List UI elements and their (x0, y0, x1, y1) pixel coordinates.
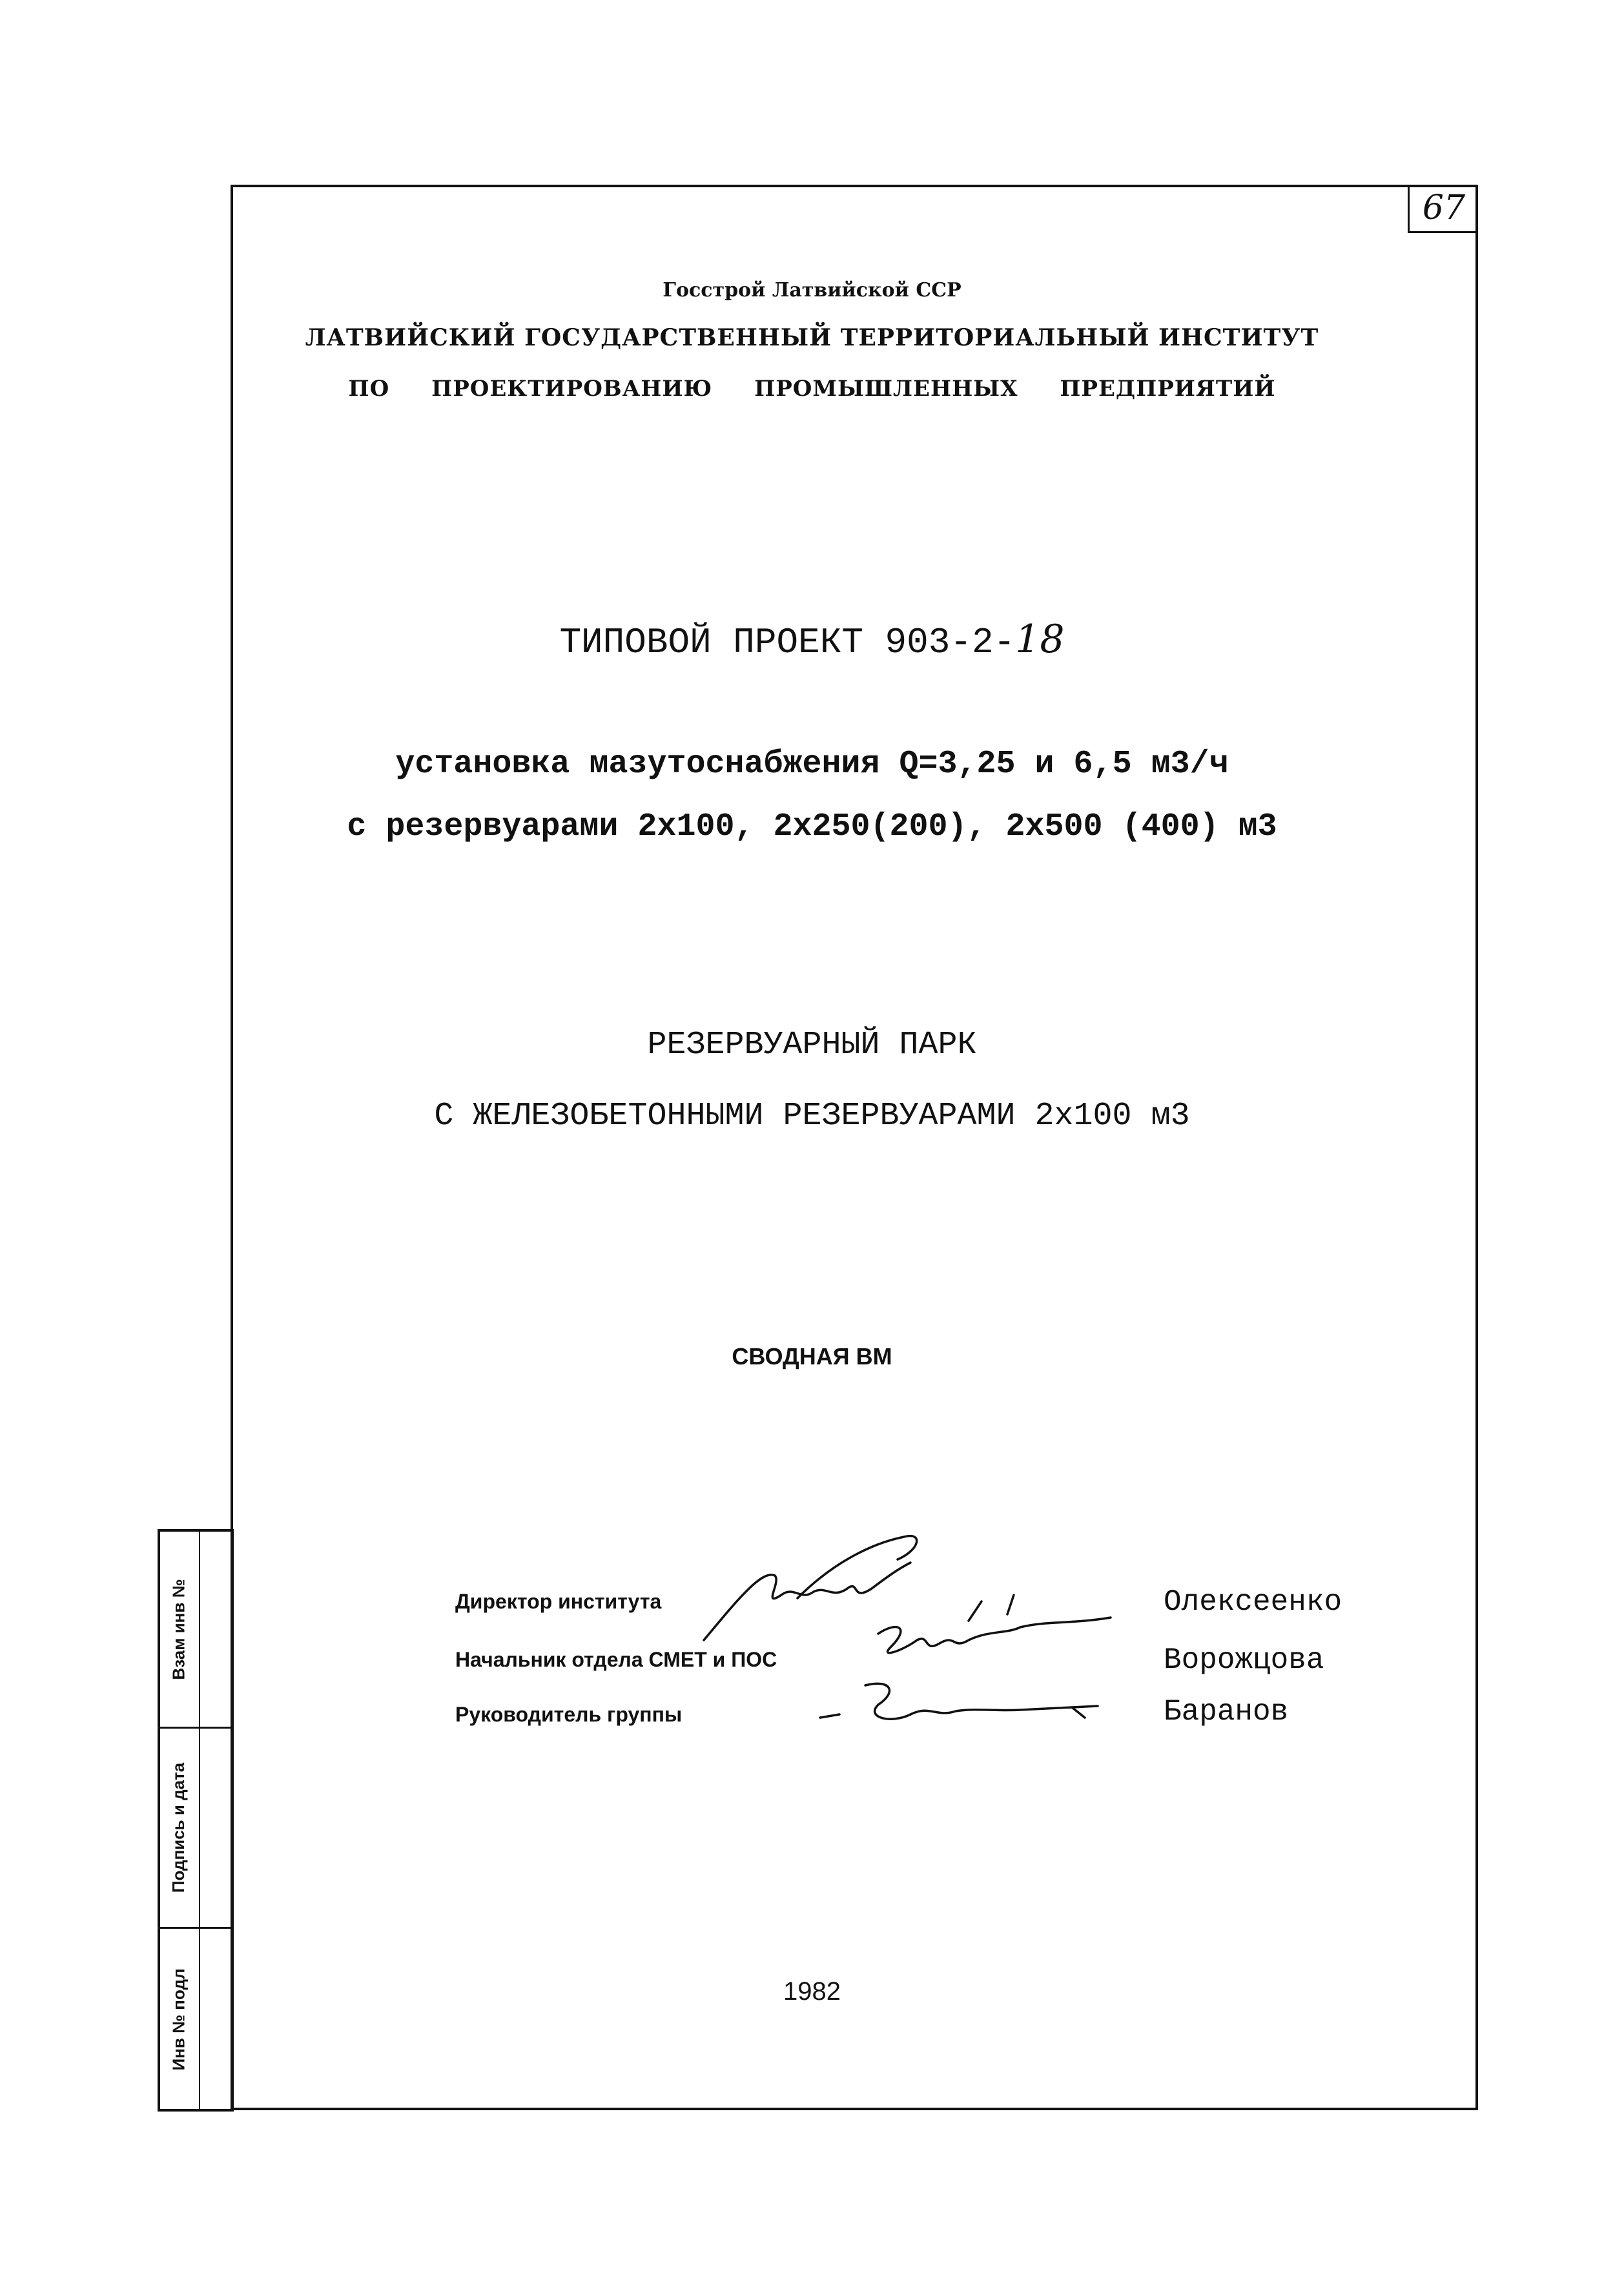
signatory-role-department-head: Начальник отдела СМЕТ и ПОС (455, 1648, 777, 1671)
institute-name: ЛАТВИЙСКИЙ ГОСУДАРСТВЕННЫЙ ТЕРРИТОРИАЛЬНЫЙ ИНСТИТУТ (305, 324, 1319, 351)
signature-group-leader (820, 1683, 1098, 1719)
signatory-role-group-leader: Руководитель группы (455, 1703, 683, 1726)
stamp-original-inventory: Инв № подл (169, 1968, 189, 2071)
project-description-line-2: с резервуарами 2х100, 2х250(200), 2х500 (400) м3 (347, 808, 1277, 845)
signature-director (704, 1536, 917, 1640)
document-type: СВОДНАЯ ВМ (732, 1343, 892, 1370)
project-title (0, 617, 1624, 663)
section-subtitle: С ЖЕЛЕЗОБЕТОННЫМИ РЕЗЕРВУАРАМИ 2х100 м3 (434, 1098, 1190, 1135)
year: 1982 (783, 1977, 841, 2006)
signature-department-head (878, 1595, 1111, 1653)
institute-purpose: ПО ПРОЕКТИРОВАНИЮ ПРОМЫШЛЕННЫХ ПРЕДПРИЯТИЙ (348, 376, 1276, 402)
signatory-name-department-head: Ворожцова (1164, 1643, 1324, 1677)
project-title-prefix: ТИПОВОЙ ПРОЕКТ 903-2- (559, 622, 1016, 663)
stamp-signature-date: Подпись и дата (169, 1762, 189, 1893)
page-frame (231, 185, 1478, 2110)
archive-stamp (158, 1529, 234, 2112)
section-title: РЕЗЕРВУАРНЫЙ ПАРК (647, 1027, 977, 1064)
project-description-line-1: установка мазутоснабжения Q=3,25 и 6,5 м3/ч (395, 746, 1229, 783)
sheet-number: 67 (1408, 185, 1478, 233)
ministry-line: Госстрой Латвийской ССР (663, 279, 961, 302)
signatory-name-director: Олексеенко (1164, 1585, 1342, 1619)
handwritten-signatures (684, 1524, 1175, 1776)
signatory-role-director: Директор института (455, 1590, 662, 1613)
stamp-replacement-inventory: Взам инв № (169, 1578, 189, 1680)
signatory-name-group-leader: Баранов (1164, 1695, 1289, 1729)
project-number: 18 (1015, 617, 1065, 662)
